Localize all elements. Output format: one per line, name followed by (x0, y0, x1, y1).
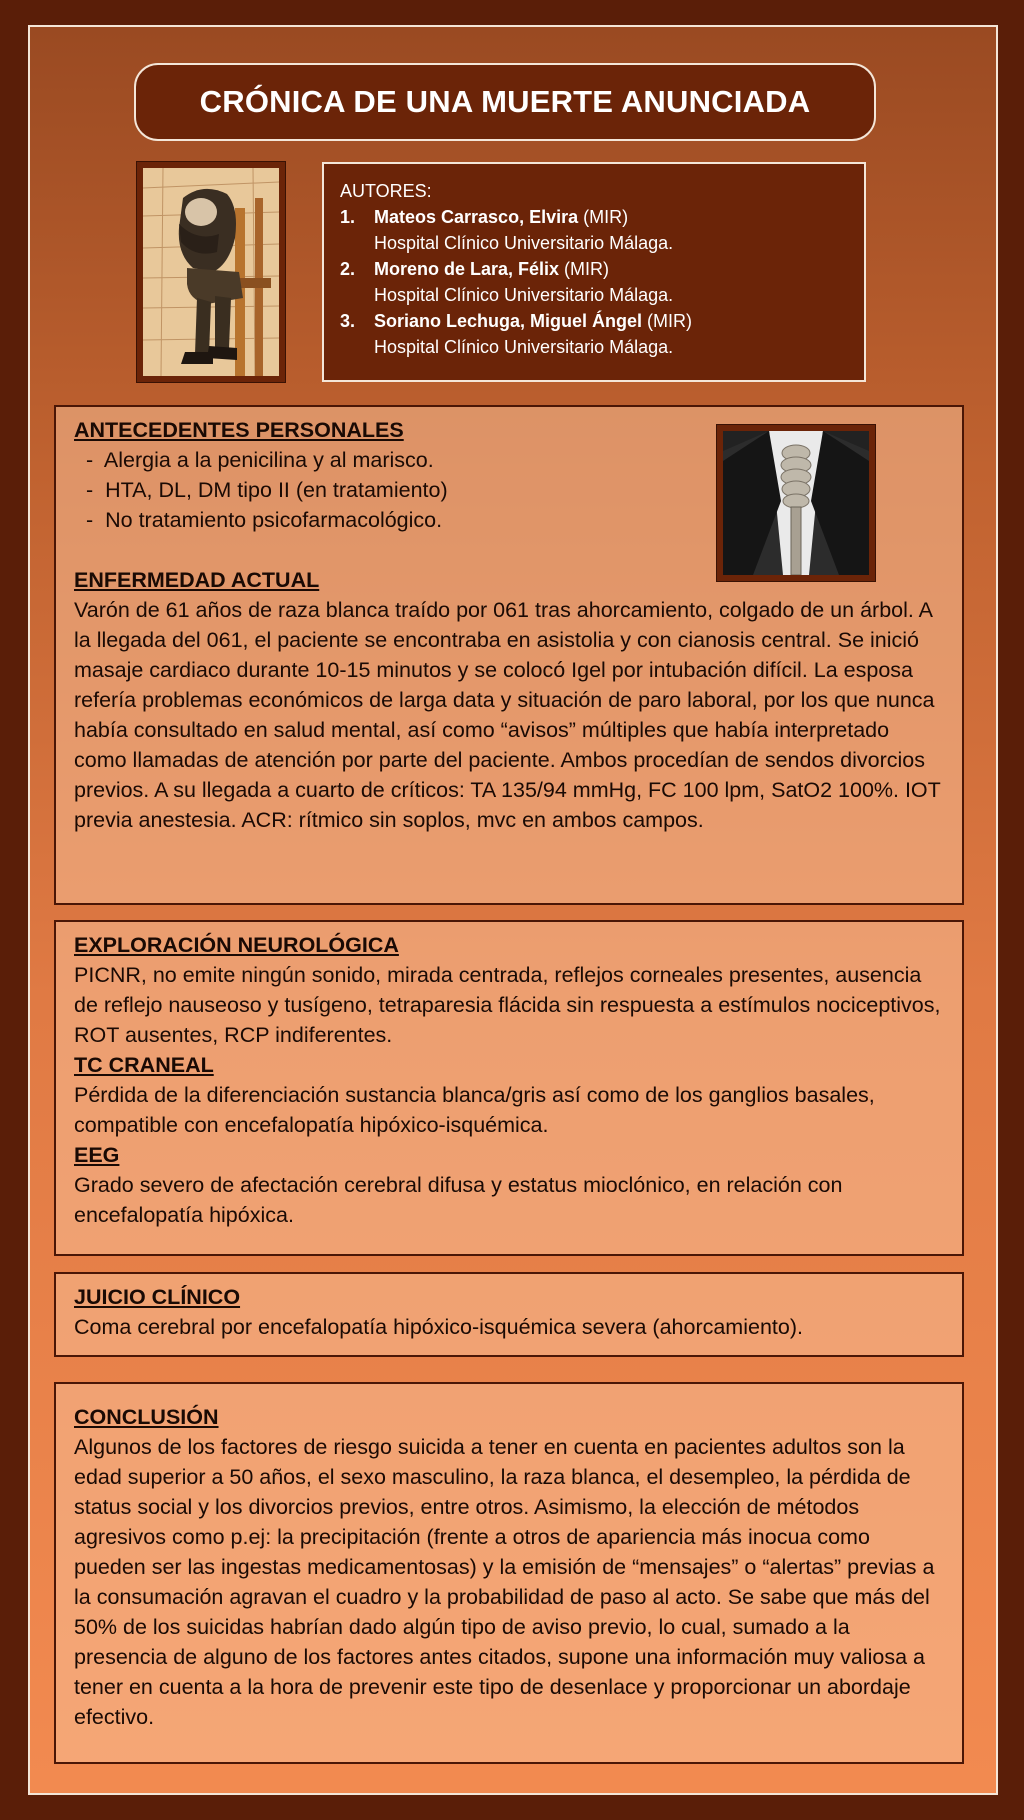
juicio-text: Coma cerebral por encefalopatía hipóxico-isquémica severa (ahorcamiento). (74, 1315, 803, 1339)
antecedentes-heading: ANTECEDENTES PERSONALES (74, 418, 404, 442)
author-item (340, 256, 848, 308)
juicio-section (54, 1272, 964, 1357)
author-item (340, 204, 848, 256)
exploracion-text: PICNR, no emite ningún sonido, mirada centrada, reflejos corneales presentes, ausencia de reflejo nauseoso y tusígeno, tetraparesia flácida sin respuesta a estímulos nociceptivos, ROT ausentes, RCP indiferentes. (74, 963, 941, 1047)
author-name: Soriano Lechuga, Miguel Ángel (374, 311, 643, 331)
author-hospital: Hospital Clínico Universitario Málaga. (374, 285, 674, 305)
authors-list (340, 204, 848, 360)
suit-noose-image (716, 424, 876, 582)
tc-heading: TC CRANEAL (74, 1053, 214, 1077)
juicio-heading: JUICIO CLÍNICO (74, 1285, 241, 1309)
title-text: CRÓNICA DE UNA MUERTE ANUNCIADA (199, 84, 811, 119)
old-man-painting-image (136, 161, 286, 383)
author-hospital: Hospital Clínico Universitario Málaga. (374, 337, 674, 357)
author-item (340, 308, 848, 360)
enfermedad-heading: ENFERMEDAD ACTUAL (74, 568, 320, 592)
author-role: (MIR) (559, 259, 610, 279)
enfermedad-text: Varón de 61 años de raza blanca traído por 061 tras ahorcamiento, colgado de un árbol. A la llegada del 061, el paciente se encontraba en asistolia y con cianosis central. Se inició masaje cardiaco durante 10-15 minutos y se colocó Igel por intubación difícil. La esposa refería problemas económicos de larga data y situación de paro laboral, por los que nunca había consultado en salud mental, así como “avisos” múltiples que había interpretado como llamadas de atención por parte del paciente. Ambos procedían de sendos divorcios previos. A su llegada a cuarto de críticos: TA 135/94 mmHg, FC 100 lpm, SatO2 100%. IOT previa anestesia. ACR: rítmico sin soplos, mvc en ambos campos. (74, 598, 941, 832)
author-number: 3. (340, 311, 356, 331)
eeg-heading: EEG (74, 1143, 120, 1167)
sorrowing-old-man-icon (143, 168, 279, 376)
list-item: - HTA, DL, DM tipo II (en tratamiento) (86, 475, 944, 505)
exploracion-section (54, 920, 964, 1256)
eeg-text: Grado severo de afectación cerebral difusa y estatus mioclónico, en relación con encefalopatía hipóxica. (74, 1173, 843, 1227)
author-name: Moreno de Lara, Félix (374, 259, 560, 279)
author-name: Mateos Carrasco, Elvira (374, 207, 579, 227)
exploracion-heading: EXPLORACIÓN NEUROLÓGICA (74, 933, 399, 957)
author-hospital: Hospital Clínico Universitario Málaga. (374, 233, 674, 253)
conclusion-text: Algunos de los factores de riesgo suicida a tener en cuenta en pacientes adultos son la edad superior a 50 años, el sexo masculino, la raza blanca, el desempleo, la pérdida de status social y los divorcios previos, entre otros. Asimismo, la elección de métodos agresivos como p.ej: la precipitación (frente a otros de apariencia más inocua como pueden ser las ingestas medicamentosas) y la emisión de “mensajes” o “alertas” previas a la consumación agravan el cuadro y la probabilidad de paso al acto. Se sabe que más del 50% de los suicidas habrían dado algún tipo de aviso previo, lo cual, sumado a la presencia de alguno de los factores antes citados, supone una información muy valiosa a tener en cuenta a la hora de prevenir este tipo de desenlace y proporcionar un abordaje efectivo. (74, 1435, 935, 1729)
author-number: 1. (340, 207, 356, 227)
noose-tie-icon (723, 431, 869, 575)
list-item: - Alergia a la penicilina y al marisco. (86, 445, 944, 475)
authors-label: AUTORES: (340, 181, 432, 201)
painting-canvas (143, 168, 279, 376)
conclusion-section (54, 1382, 964, 1764)
list-item: - No tratamiento psicofarmacológico. (86, 505, 944, 535)
author-number: 2. (340, 259, 356, 279)
author-role: (MIR) (642, 311, 693, 331)
poster (28, 25, 998, 1795)
page-title (134, 63, 876, 141)
author-role: (MIR) (578, 207, 629, 227)
conclusion-heading: CONCLUSIÓN (74, 1405, 219, 1429)
suit-canvas (723, 431, 869, 575)
tc-text: Pérdida de la diferenciación sustancia blanca/gris así como de los ganglios basales, compatible con encefalopatía hipóxico-isquémica. (74, 1083, 875, 1137)
authors-box (322, 162, 866, 382)
